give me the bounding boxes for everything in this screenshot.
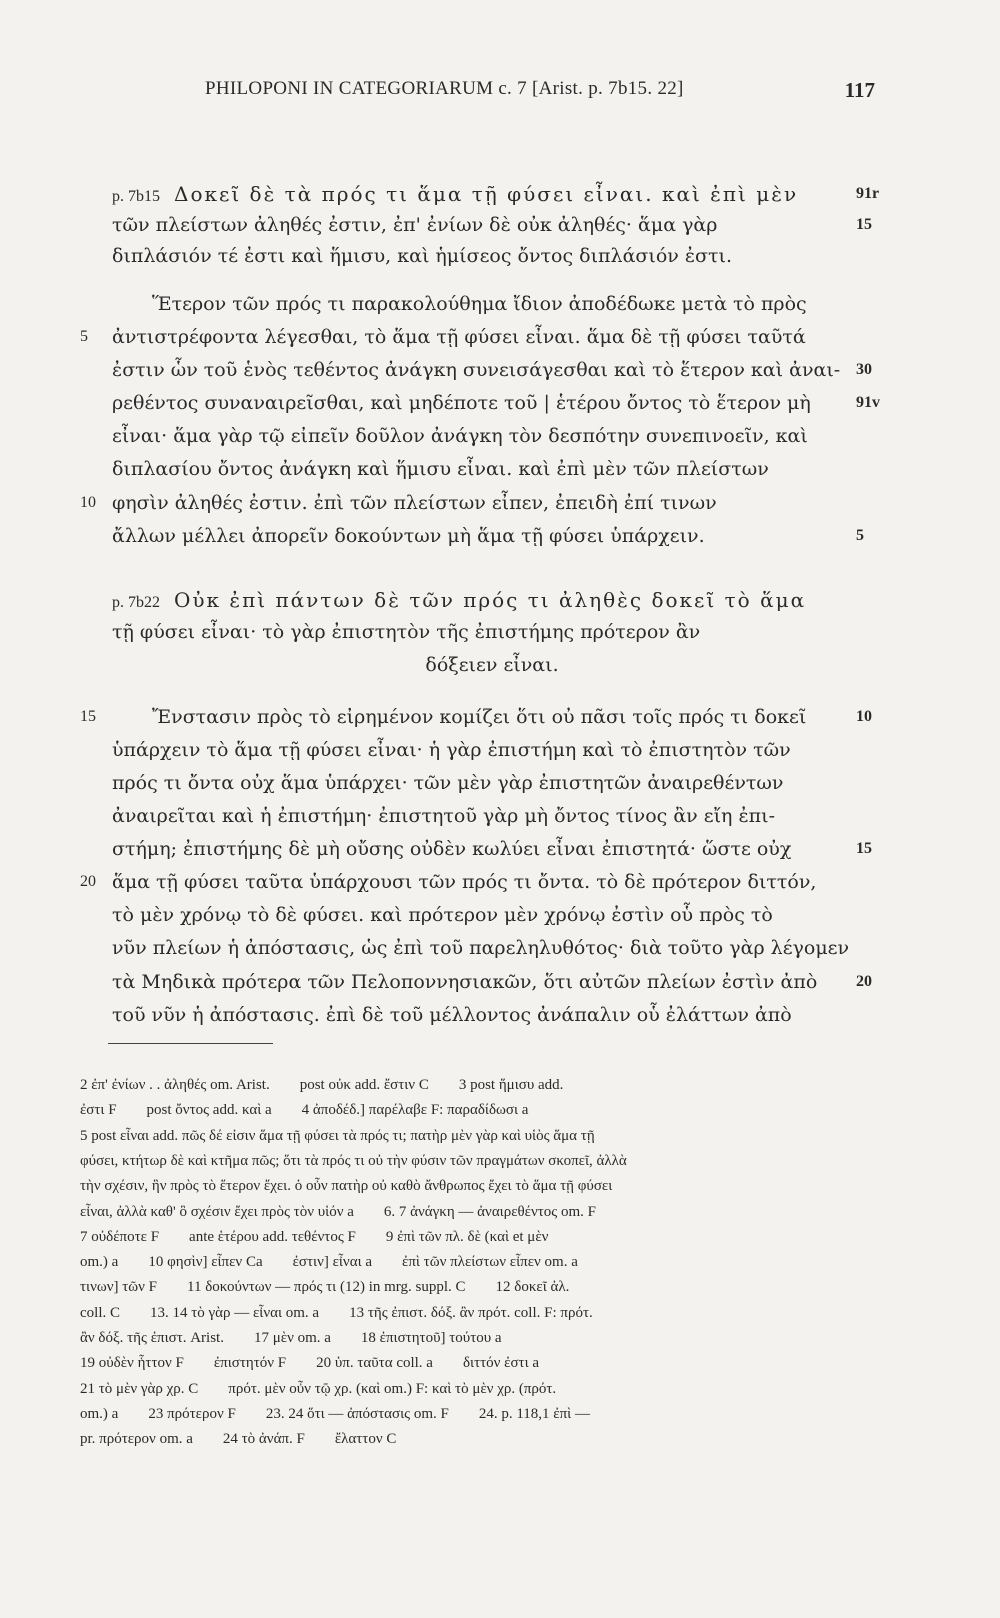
line-text: ἀναιρεῖται καὶ ἡ ἐπιστήμη· ἐπιστητοῦ γὰρ μὴ ὄντος τίνος ἂν εἴη ἐπι- (112, 805, 776, 827)
text-line (112, 768, 872, 798)
line-number: 20 (80, 873, 96, 890)
header-title: PHILOPONI IN CATEGORIARUM c. 7 [Arist. p. 7b15. 22] (205, 78, 684, 99)
text-line (112, 355, 872, 385)
apparatus-line: 19 οὐδὲν ἧττον F ἐπιστητόν F 20 ὑπ. ταῦτα coll. a διττόν ἐστι a (80, 1355, 540, 1372)
line-text: νῦν πλείων ἡ ἀπόστασις, ὡς ἐπὶ τοῦ παρεληλυθότος· διὰ τοῦτο γὰρ λέγομεν (112, 937, 850, 959)
apparatus-line: om.) a 10 φησὶν] εἶπεν Ca ἐστιν] εἶναι a ἐπὶ τῶν πλείστων εἶπεν om. a (80, 1254, 578, 1271)
line-text: τοῦ νῦν ἡ ἀπόστασις. ἐπὶ δὲ τοῦ μέλλοντος ἀνάπαλιν οὗ ἐλάττων ἀπὸ (112, 1004, 792, 1026)
margin-reference: 20 (856, 973, 872, 990)
margin-reference: 15 (856, 840, 872, 857)
line-text: Οὐκ ἐπὶ πάντων δὲ τῶν πρός τι ἀληθὲς δοκεῖ τὸ ἅμα (174, 588, 807, 612)
line-text: ὑπάρχειν τὸ ἅμα τῇ φύσει εἶναι· ἡ γὰρ ἐπιστήμη καὶ τὸ ἐπιστητὸν τῶν (112, 739, 791, 761)
line-text: τῇ φύσει εἶναι· τὸ γὰρ ἐπιστητὸν τῆς ἐπιστήμης πρότερον ἂν (112, 621, 701, 643)
text-line (112, 650, 872, 680)
line-text: Ἕτερον τῶν πρός τι παρακολούθημα ἴδιον ἀποδέδωκε μετὰ τὸ πρὸς (152, 293, 807, 315)
line-text: ἅμα τῇ φύσει ταῦτα ὑπάρχουσι τῶν πρός τι ὄντα. τὸ δὲ πρότερον διττόν, (112, 871, 817, 893)
line-text: εἶναι· ἅμα γὰρ τῷ εἰπεῖν δοῦλον ἀνάγκη τὸν δεσπότην συνεπινοεῖν, καὶ (112, 425, 808, 447)
running-header (205, 78, 875, 106)
line-text: Δοκεῖ δὲ τὰ πρός τι ἅμα τῇ φύσει εἶναι. καὶ ἐπὶ μὲν (174, 182, 799, 206)
apparatus-line: coll. C 13. 14 τὸ γὰρ — εἶναι om. a 13 τῆς ἐπιστ. δόξ. ἂν πρότ. coll. F: πρότ. (80, 1304, 593, 1321)
text-line (112, 617, 872, 647)
apparatus-line: pr. πρότερον om. a 24 τὸ ἀνάπ. F ἔλαττον C (80, 1431, 397, 1448)
text-line (112, 702, 912, 732)
text-line (112, 834, 872, 864)
apparatus-line: 2 ἐπ' ἐνίων . . ἀληθές om. Arist. post οὐκ add. ἔστιν C 3 post ἥμισυ add. (80, 1077, 564, 1093)
line-text: στήμη; ἐπιστήμης δὲ μὴ οὔσης οὐδὲν κωλύει εἶναι ἐπιστητά· ὥστε οὐχ (112, 838, 792, 860)
text-line (112, 289, 912, 319)
margin-reference: 91v (856, 394, 880, 411)
line-text: τῶν πλείστων ἀληθές ἐστιν, ἐπ' ἐνίων δὲ οὐκ ἀληθές· ἅμα γὰρ (112, 214, 718, 236)
text-line (112, 454, 872, 484)
margin-reference: 5 (856, 527, 864, 544)
line-text: τὰ Μηδικὰ πρότερα τῶν Πελοποννησιακῶν, ὅτι αὐτῶν πλείων ἐστὶν ἀπὸ (112, 971, 818, 993)
apparatus-line: τὴν σχέσιν, ἣν πρὸς τὸ ἕτερον ἔχει. ὁ οὖν πατὴρ οὐ καθὸ ἄνθρωπος ἔχει τὸ ἅμα τῇ φύσει (80, 1178, 613, 1195)
line-text: διπλάσιόν τέ ἐστι καὶ ἥμισυ, καὶ ἡμίσεος ὄντος διπλάσιόν ἐστι. (112, 245, 733, 267)
margin-reference: 10 (856, 708, 872, 725)
line-text: ἐστιν ὧν τοῦ ἑνὸς τεθέντος ἀνάγκη συνεισάγεσθαι καὶ τὸ ἕτερον καὶ ἀναι- (112, 359, 841, 381)
page-number: 117 (844, 78, 875, 102)
text-line (112, 735, 872, 765)
apparatus-line: om.) a 23 πρότερον F 23. 24 ὅτι — ἀπόστασις om. F 24. p. 118,1 ἐπὶ — (80, 1405, 590, 1422)
apparatus-line: εἶναι, ἀλλὰ καθ' ὃ σχέσιν ἔχει πρὸς τὸν υἱόν a 6. 7 ἀνάγκη — ἀναιρεθέντος om. F (80, 1203, 596, 1220)
text-line (112, 1000, 872, 1030)
text-line (112, 210, 872, 240)
text-line (112, 933, 872, 963)
line-text: δόξειεν εἶναι. (425, 654, 559, 676)
line-number: 5 (80, 328, 88, 345)
aristotle-reference: p. 7b22 (112, 594, 160, 611)
text-line (112, 322, 872, 352)
line-text: ρεθέντος συναναιρεῖσθαι, καὶ μηδέποτε τοῦ | ἑτέρου ὄντος τὸ ἕτερον μὴ (112, 392, 811, 414)
footnote-rule (108, 1043, 273, 1044)
margin-reference: 30 (856, 361, 872, 378)
line-text: φησὶν ἀληθές ἐστιν. ἐπὶ τῶν πλείστων εἶπεν, ἐπειδὴ ἐπί τινων (112, 492, 717, 514)
text-line (112, 867, 872, 897)
line-number: 15 (80, 708, 96, 725)
apparatus-line: ἐστι F post ὄντος add. καὶ a 4 ἀποδέδ.] παρέλαβε F: παραδίδωσι a (80, 1102, 529, 1119)
text-line (112, 488, 872, 518)
text-line (112, 521, 872, 551)
aristotle-reference: p. 7b15 (112, 188, 160, 205)
apparatus-line: ἂν δόξ. τῆς ἐπιστ. Arist. 17 μὲν om. a 18 ἐπιστητοῦ] τούτου a (80, 1330, 502, 1346)
line-number: 10 (80, 494, 96, 511)
lemma-line (112, 585, 872, 615)
line-text: ἄλλων μέλλει ἀπορεῖν δοκούντων μὴ ἅμα τῇ φύσει ὑπάρχειν. (112, 525, 705, 547)
margin-reference: 15 (856, 216, 872, 233)
margin-reference: 91r (856, 185, 880, 202)
text-line (112, 900, 872, 930)
text-line (112, 388, 872, 418)
lemma-line (112, 179, 872, 209)
text-line (112, 801, 872, 831)
line-text: πρός τι ὄντα οὐχ ἅμα ὑπάρχει· τῶν μὲν γὰρ ἐπιστητῶν ἀναιρεθέντων (112, 772, 784, 794)
apparatus-line: 7 οὐδέποτε F ante ἑτέρου add. τεθέντος F 9 ἐπὶ τῶν πλ. δὲ (καὶ et μὲν (80, 1228, 549, 1245)
line-text: ἀντιστρέφοντα λέγεσθαι, τὸ ἅμα τῇ φύσει εἶναι. ἅμα δὲ τῇ φύσει ταῦτά (112, 326, 806, 348)
line-text: Ἔνστασιν πρὸς τὸ εἰρημένον κομίζει ὅτι οὐ πᾶσι τοῖς πρός τι δοκεῖ (152, 706, 807, 728)
apparatus-line: τινων] τῶν F 11 δοκούντων — πρός τι (12) in mrg. suppl. C 12 δοκεῖ ἀλ. (80, 1279, 570, 1296)
apparatus-line: 5 post εἶναι add. πῶς δέ εἰσιν ἅμα τῇ φύσει τὰ πρός τι; πατὴρ μὲν γὰρ καὶ υἱὸς ἅμα τῇ (80, 1127, 595, 1144)
text-line (112, 421, 872, 451)
text-line (112, 241, 872, 271)
text-line (112, 967, 872, 997)
apparatus-line: 21 τὸ μὲν γὰρ χρ. C πρότ. μὲν οὖν τῷ χρ. (καὶ om.) F: καὶ τὸ μὲν χρ. (πρότ. (80, 1380, 557, 1397)
apparatus-line: φύσει, κτήτωρ δὲ καὶ κτῆμα πῶς; ὅτι τὰ πρός τι οὐ τὴν φύσιν τῶν πραγμάτων σκοπεῖ, ἀλλὰ (80, 1152, 627, 1169)
line-text: τὸ μὲν χρόνῳ τὸ δὲ φύσει. καὶ πρότερον μὲν χρόνῳ ἐστὶν οὗ πρὸς τὸ (112, 904, 773, 926)
line-text: διπλασίου ὄντος ἀνάγκη καὶ ἥμισυ εἶναι. καὶ ἐπὶ μὲν τῶν πλείστων (112, 458, 769, 480)
